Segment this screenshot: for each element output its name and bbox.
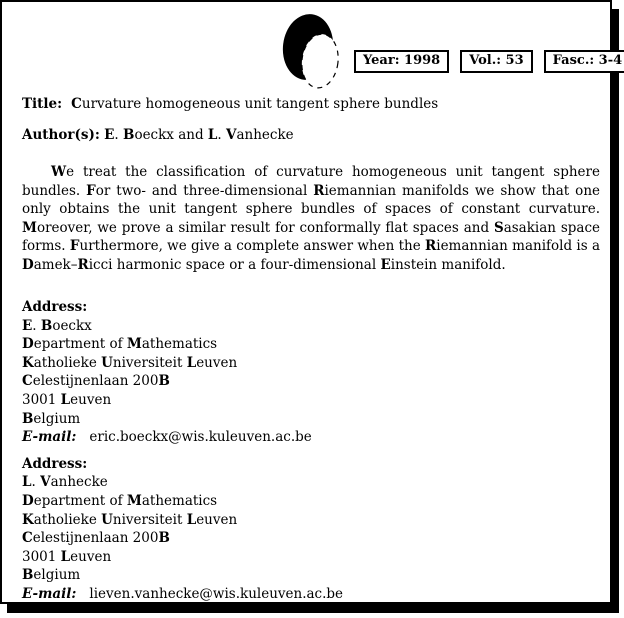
email-address: lieven.vanhecke@wis.kuleuven.ac.be <box>89 585 344 602</box>
authors-row <box>22 127 600 144</box>
email-address: eric.boeckx@wis.kuleuven.ac.be <box>89 429 312 446</box>
address-line: Belgium <box>22 410 81 427</box>
address-line: Department of Mathematics <box>22 492 218 509</box>
title-row <box>22 96 600 113</box>
title-label: Title: <box>22 96 63 112</box>
year-badge: Year: 1998 <box>354 50 449 73</box>
crescent-moon-icon <box>281 11 341 89</box>
issue-badges <box>354 50 624 73</box>
title-text: Curvature homogeneous unit tangent sphere bundles <box>71 96 439 112</box>
address-label: Address: <box>22 299 88 315</box>
authors-label: Author(s): <box>22 127 100 143</box>
address-line: 3001 Leuven <box>22 391 112 408</box>
email-label: E-mail: <box>22 585 77 602</box>
address-line: Belgium <box>22 567 81 584</box>
address-block-2 <box>22 455 600 604</box>
address-line: Celestijnenlaan 200B <box>22 373 170 390</box>
address-line: L. Vanhecke <box>22 474 108 491</box>
volume-badge: Vol.: 53 <box>460 50 532 73</box>
abstract-paragraph: We treat the classification of curvature homogeneous unit tangent sphere bundles. For two- and three-dimensional Riemannian manifolds we show that one only obtains the unit tangent sphere bundles of spaces of constant curvature. Moreover, we prove a similar result for conformally flat spaces and Sasakian space forms. Furthermore, we give a complete answer when the Riemannian manifold is a Damek–Ricci harmonic space or a four-dimensional Einstein manifold. <box>22 164 600 273</box>
email-row <box>22 585 600 604</box>
address-line: 3001 Leuven <box>22 548 112 565</box>
email-row <box>22 428 600 447</box>
address-label: Address: <box>22 455 88 472</box>
address-line: Celestijnenlaan 200B <box>22 530 170 547</box>
address-block-1 <box>22 298 600 447</box>
email-label: E-mail: <box>22 429 77 446</box>
fascicle-badge: Fasc.: 3-4 <box>544 50 624 73</box>
address-line: Katholieke Universiteit Leuven <box>22 354 238 371</box>
address-line: Department of Mathematics <box>22 336 218 353</box>
address-line: Katholieke Universiteit Leuven <box>22 511 238 528</box>
article-content <box>22 96 600 604</box>
authors-text: E. Boeckx and L. Vanhecke <box>104 127 294 143</box>
address-line: E. Boeckx <box>22 317 92 334</box>
